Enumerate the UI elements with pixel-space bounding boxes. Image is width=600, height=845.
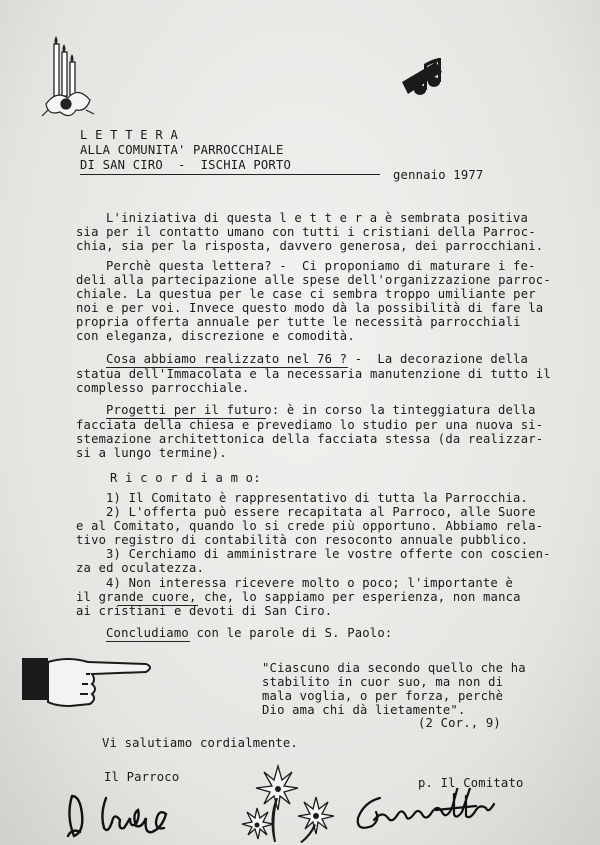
remember-heading: R i c o r d i a m o: [110, 471, 261, 485]
comitato-signature [350, 788, 550, 838]
remember-line: ai cristiani e devoti di San Ciro. [76, 604, 333, 618]
remember-line: 2) L'offerta può essere recapitata al Parroco, alle Suore [106, 505, 536, 519]
conclusion-underline [106, 641, 190, 642]
intro-line: sia per il contatto umano con tutti i cristiani della Parroc- [76, 225, 536, 239]
future-line: facciata della chiesa e prevediamo lo studio per una nuova si- [76, 418, 544, 432]
done-line: Cosa abbiamo realizzato nel 76 ? - La decorazione della [106, 352, 529, 366]
pointing-hand-icon [20, 648, 160, 710]
future-line: Progetti per il futuro: è in corso la tinteggiatura della [106, 403, 536, 417]
remember-line: 4) Non interessa ricevere molto o poco; l'importante è [106, 576, 514, 590]
why-line: Perchè questa lettera? - Ci proponiamo di maturare i fe- [106, 259, 536, 273]
intro-line: chia, sia per la risposta, davvero generosa, dei parrocchiani. [76, 239, 544, 253]
why-line: propria offerta annuale per tutte le necessità parrocchiali [76, 315, 521, 329]
flowers-illustration [232, 764, 342, 844]
letter-title: L E T T E R A [80, 128, 178, 142]
parish-line: DI SAN CIRO - ISCHIA PORTO [80, 158, 292, 172]
music-note-logo [398, 56, 448, 112]
remember-line: 3) Cerchiamo di amministrare le vostre offerte con coscien- [106, 547, 551, 561]
closing-line: Vi salutiamo cordialmente. [102, 736, 298, 750]
candles-illustration [38, 14, 108, 124]
done-line: complesso parrocchiale. [76, 381, 250, 395]
why-line: chiale. La questua per le case ci sembra troppo umiliante per [76, 287, 536, 301]
intro-line: L'iniziativa di questa l e t t e r a è sembrata positiva [106, 211, 529, 225]
parroco-signature [62, 788, 202, 842]
remember-line: za ed oculatezza. [76, 561, 205, 575]
remember-line: tivo registro di contabilità con resoconto annuale pubblico. [76, 533, 529, 547]
quote-line: Dio ama chi dà lietamente". [262, 703, 466, 717]
header-rule [80, 174, 380, 175]
future-line: stemazione architettonica della facciata stessa (da realizzar- [76, 432, 544, 446]
quote-reference: (2 Cor., 9) [418, 716, 501, 730]
comitato-label: p. Il Comitato [418, 776, 524, 790]
parroco-label: Il Parroco [104, 770, 180, 784]
quote-line: mala voglia, o per forza, perchè [262, 689, 504, 703]
letter-date: gennaio 1977 [393, 168, 484, 182]
recipient-line: ALLA COMUNITA' PARROCCHIALE [80, 143, 284, 157]
done-line: statua dell'Immacolata e la necessaria manutenzione di tutto il [76, 367, 551, 381]
remember-line: 1) Il Comitato è rappresentativo di tutta la Parrocchia. [106, 491, 529, 505]
why-line: noi e per voi. Invece questo modo dà la possibilità di fare la [76, 301, 544, 315]
why-line: con eleganza, discrezione e comodità. [76, 329, 355, 343]
conclusion-line: Concludiamo con le parole di S. Paolo: [106, 626, 393, 640]
quote-line: "Ciascuno dia secondo quello che ha [262, 661, 526, 675]
quote-line: stabilito in cuor suo, ma non di [262, 675, 504, 689]
future-line: si a lungo termine). [76, 446, 227, 460]
remember-line: e al Comitato, quando lo si crede più opportuno. Abbiamo rela- [76, 519, 544, 533]
why-line: deli alla partecipazione alle spese dell'organizzazione parroc- [76, 273, 551, 287]
remember-line: il grande cuore, che, lo sappiamo per esperienza, non manca [76, 590, 521, 604]
